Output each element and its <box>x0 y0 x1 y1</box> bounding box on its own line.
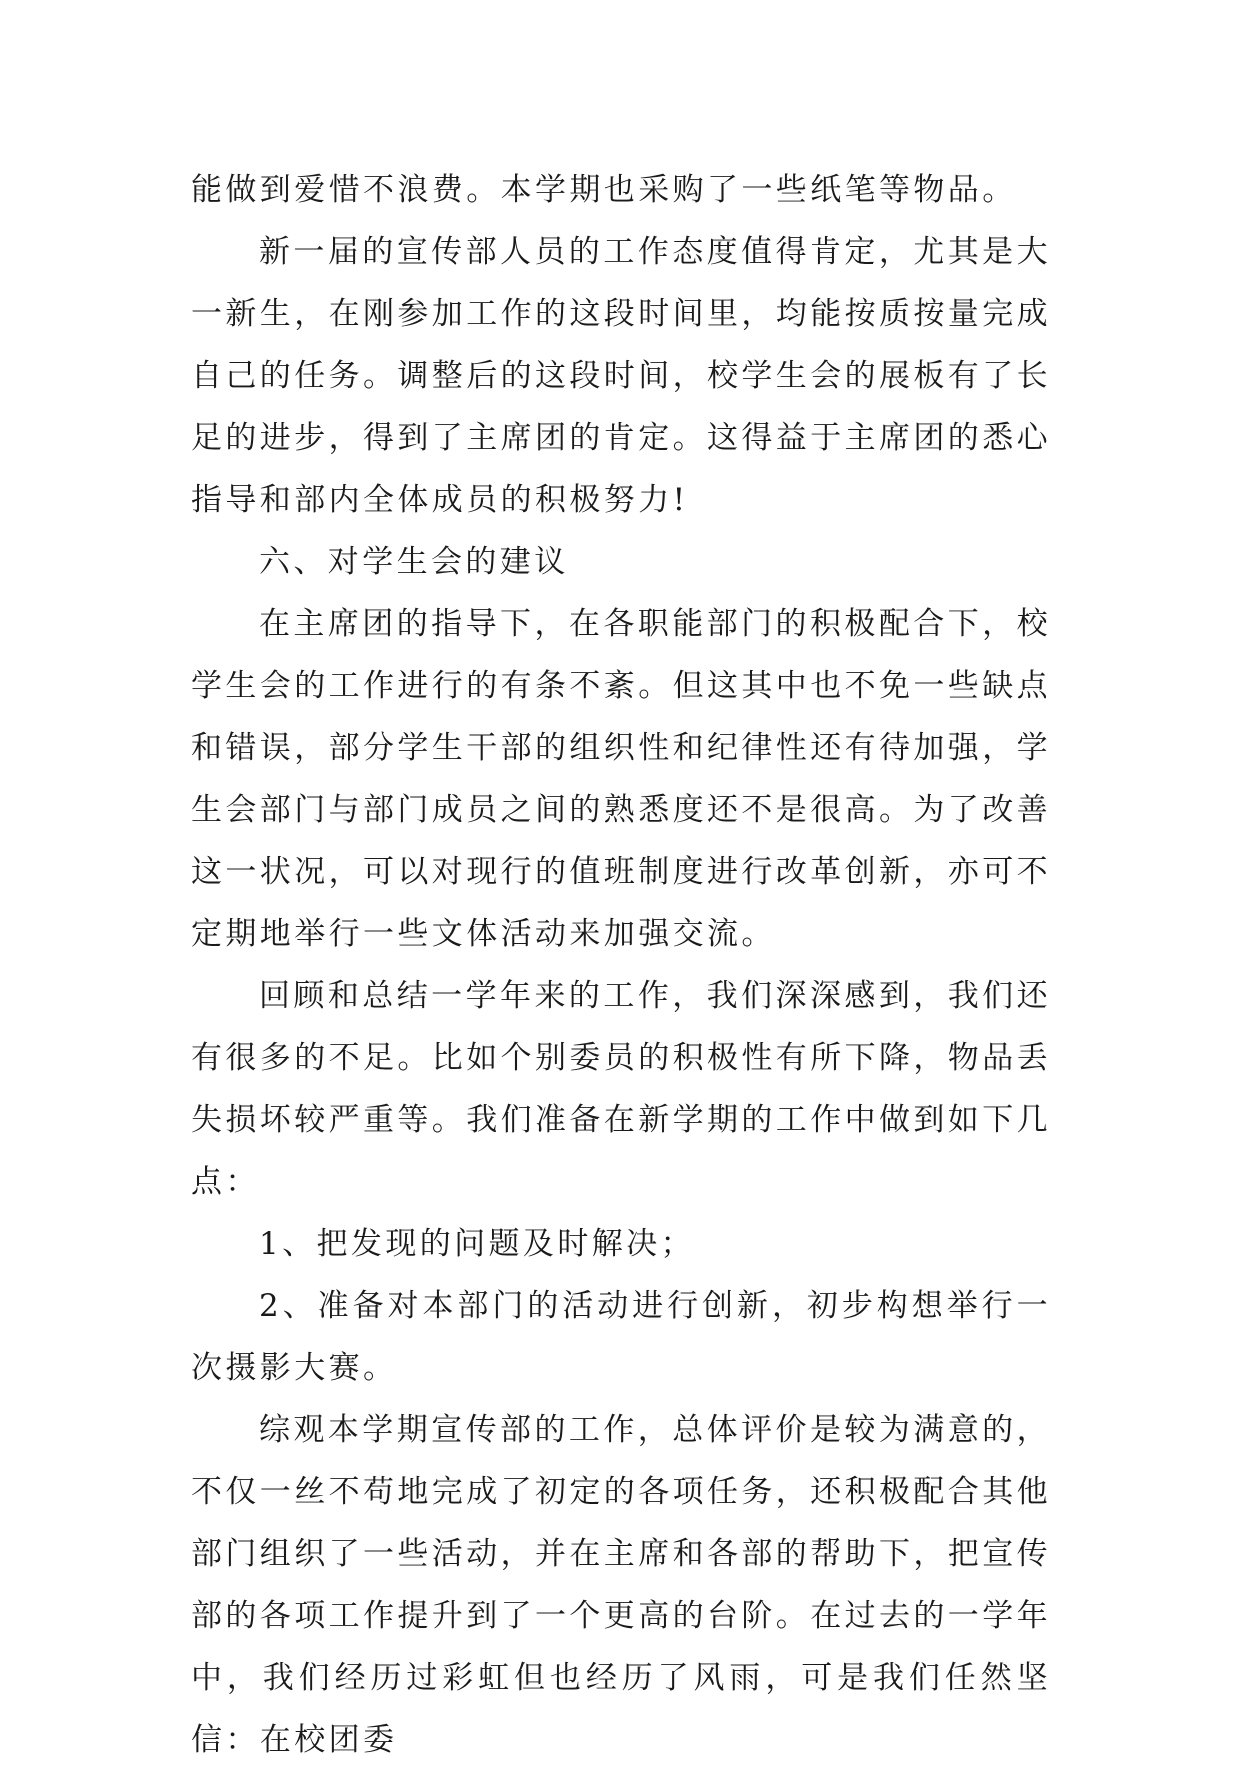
list-item-2: 2、准备对本部门的活动进行创新，初步构想举行一次摄影大赛。 <box>191 1288 1051 1386</box>
paragraph-5: 综观本学期宣传部的工作，总体评价是较为满意的，不仅一丝不苟地完成了初定的各项任务，还积极配合其他部门组织了一些活动，并在主席和各部的帮助下，把宣传部的各项工作提升到了一个更高的台阶。在过去的一学年中，我们经历过彩虹但也经历了风雨，可是我们任然坚信：在校团委 <box>191 1412 1051 1758</box>
paragraph-4: 回顾和总结一学年来的工作，我们深深感到，我们还有很多的不足。比如个别委员的积极性有所下降，物品丢失损坏较严重等。我们准备在新学期的工作中做到如下几点： <box>191 978 1051 1200</box>
paragraph-2: 新一届的宣传部人员的工作态度值得肯定，尤其是大一新生，在刚参加工作的这段时间里，均能按质按量完成自己的任务。调整后的这段时间，校学生会的展板有了长足的进步，得到了主席团的肯定。这得益于主席团的悉心指导和部内全体成员的积极努力! <box>191 234 1051 518</box>
section-heading-6: 六、对学生会的建议 <box>259 544 569 580</box>
paragraph-3: 在主席团的指导下，在各职能部门的积极配合下，校学生会的工作进行的有条不紊。但这其中也不免一些缺点和错误，部分学生干部的组织性和纪律性还有待加强，学生会部门与部门成员之间的熟悉度还不是很高。为了改善这一状况，可以对现行的值班制度进行改革创新，亦可不定期地举行一些文体活动来加强交流。 <box>191 606 1051 952</box>
document-body <box>191 159 1051 1771</box>
paragraph-1: 能做到爱惜不浪费。本学期也采购了一些纸笔等物品。 <box>191 172 1017 208</box>
list-item-1: 1、把发现的问题及时解决； <box>259 1226 695 1262</box>
